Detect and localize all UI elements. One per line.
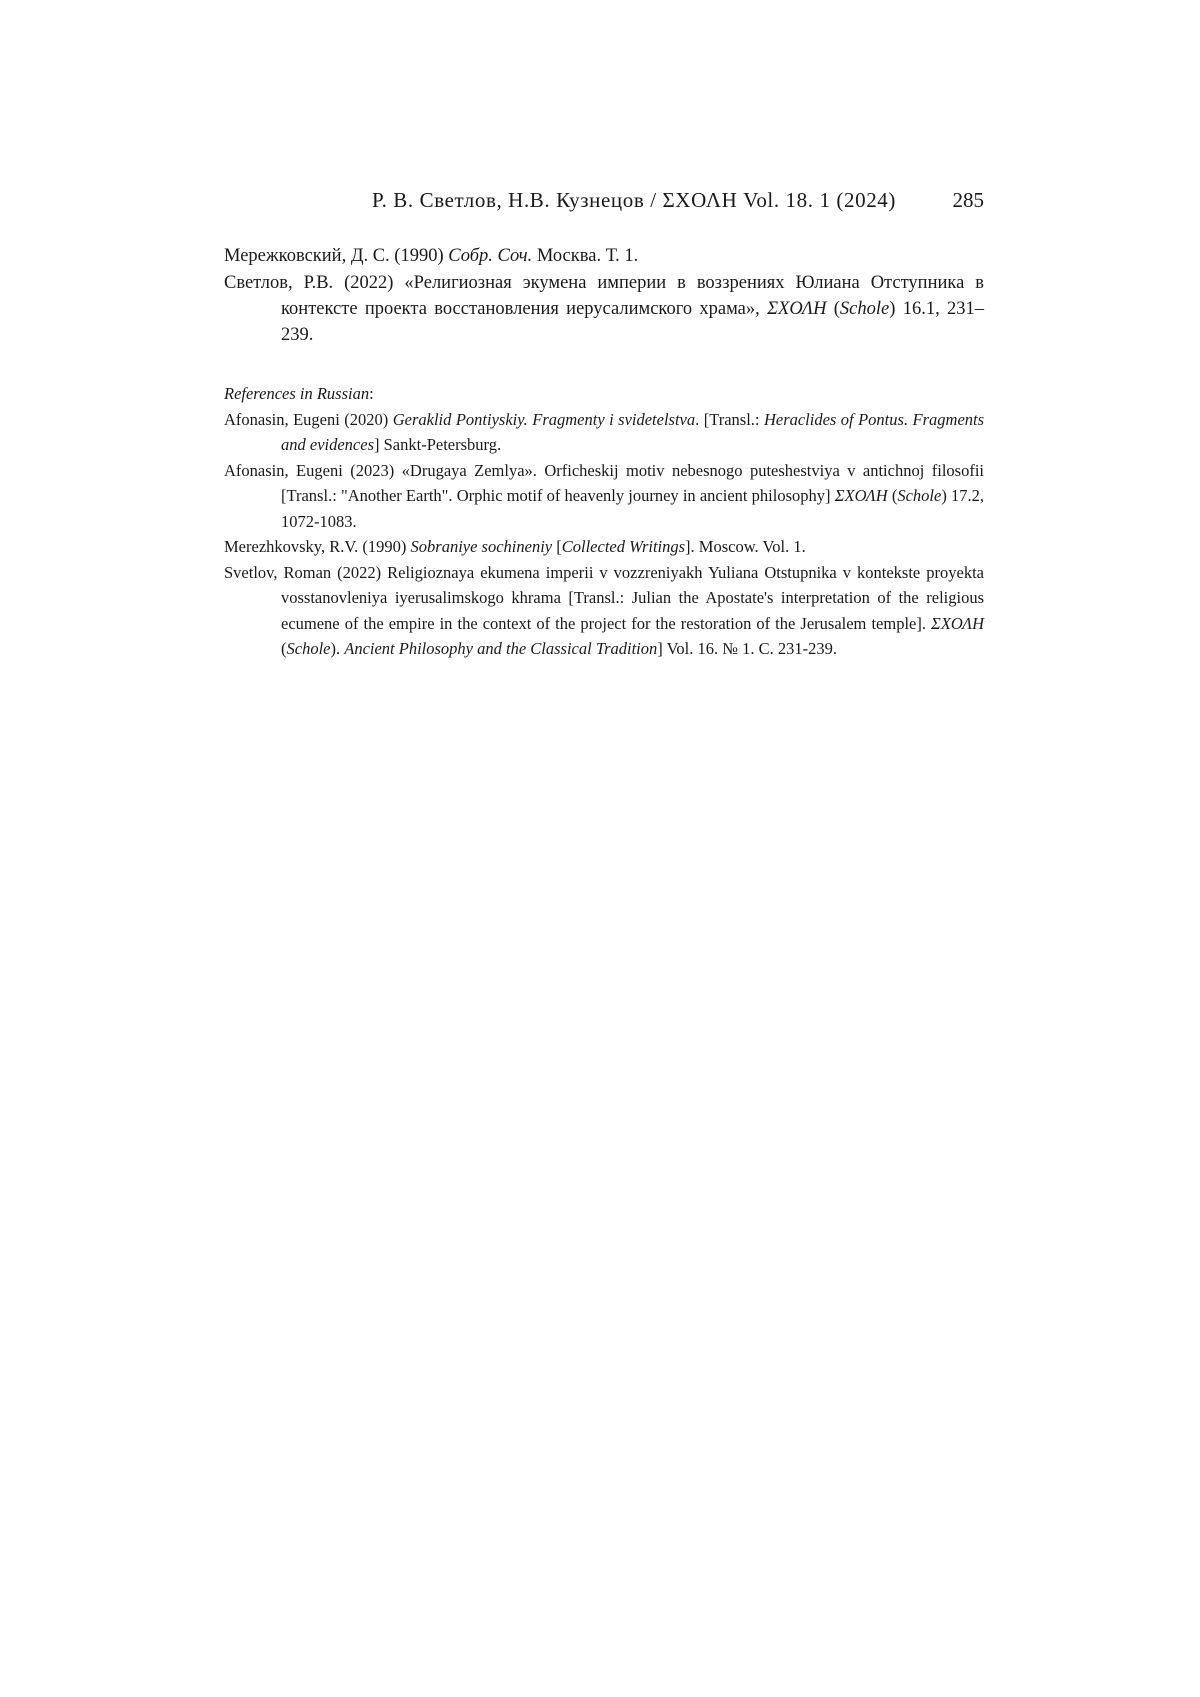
running-title: Р. В. Светлов, Н.В. Кузнецов / ΣΧΟΛΗ Vol. 18. 1 (2024): [371, 188, 896, 212]
bibliography-transliterated: [224, 381, 984, 662]
page-number: 285: [952, 188, 984, 212]
reference-entry: Merezhkovsky, R.V. (1990) Sobraniye sochineniy [Collected Writings]. Moscow. Vol. 1.: [224, 537, 806, 556]
reference-entry: Светлов, Р.В. (2022) «Религиозная экумена империи в воззрениях Юлиана Отступника в контексте проекта восстановления иерусалимского храма», ΣΧΟΛΗ (Schole) 16.1, 231–239.: [224, 273, 984, 345]
reference-entry: Afonasin, Eugeni (2023) «Drugaya Zemlya». Orficheskij motiv nebesnogo puteshestviya v antichnoj filosofii [Transl.: "Another Earth". Orphic motif of heavenly journey in ancient philosophy] ΣΧΟΛΗ (Schole) 17.2, 1072-1083.: [224, 460, 984, 531]
reference-entry: Мережковский, Д. С. (1990) Собр. Соч. Москва. Т. 1.: [224, 246, 639, 266]
reference-entry: Svetlov, Roman (2022) Religioznaya ekumena imperii v vozzreniyakh Yuliana Otstupnika v kontekste proyekta vosstanovleniya iyerusalimskogo khrama [Transl.: Julian the Apostate's interpretation of the religious ecumene of the empire in the context of the project for the restoration of the Jerusalem temple]. ΣΧΟΛΗ (Schole). Ancient Philosophy and the Classical Tradition] Vol. 16. № 1. С. 231-239.: [224, 562, 984, 658]
bibliography-cyrillic: [224, 243, 984, 349]
references-heading: References in Russian:: [224, 384, 374, 403]
reference-entry: Afonasin, Eugeni (2020) Geraklid Pontiyskiy. Fragmenty i svidetelstva. [Transl.: Heraclides of Pontus. Fragments and evidences] Sankt-Petersburg.: [224, 409, 985, 454]
running-header: [224, 188, 984, 218]
